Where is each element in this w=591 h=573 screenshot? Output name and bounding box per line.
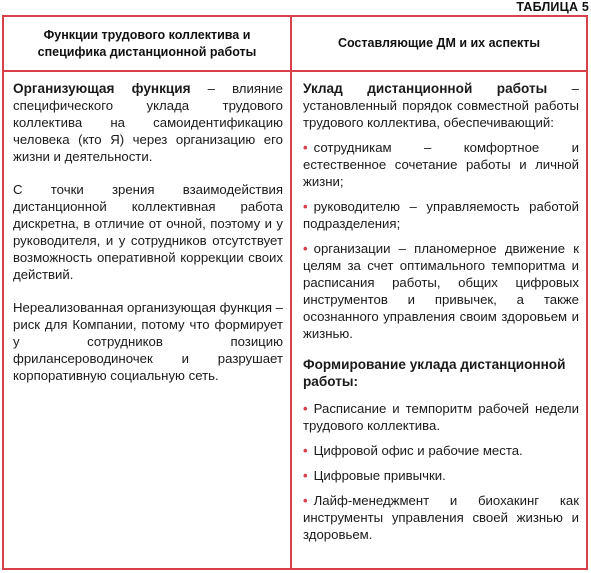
- header-left: [4, 17, 290, 70]
- organizing-function-lead: Организующая функция: [13, 81, 191, 96]
- bullet-icon: •: [303, 199, 308, 214]
- bullet-item: [303, 492, 579, 543]
- bullet-text: сотрудникам – комфортное и естественное сочетание работы и личной жизни;: [303, 140, 579, 189]
- bullet-text: Лайф-менеджмент и биохакинг как инструменты управления своей жизнью и здоровьем.: [303, 493, 579, 542]
- remote-work-order-text: – установленный порядок совместной работы трудового коллектива, обеспечивающий:: [303, 81, 579, 130]
- header-right-text: Составляющие ДМ и их аспекты: [337, 36, 541, 50]
- bullet-item: [303, 198, 579, 232]
- right-intro: [303, 80, 579, 131]
- left-paragraph-3: Нереализованная организующая функция – риск для Компании, потому что формирует у сотрудников позицию фрилансероводиночек и разрушает корпоративную социальную сеть.: [13, 300, 284, 383]
- left-paragraph-2: С точки зрения взаимодействия дистанционной коллективная работа дискретна, в отличие от очной, поэтому и у руководителя, и у сотрудников отсутствует возможность оперативной коррекции своих действий.: [13, 182, 283, 282]
- bullet-item: [303, 442, 579, 459]
- bullet-icon: •: [303, 401, 308, 416]
- comparison-table: [2, 15, 588, 570]
- bullet-item: [303, 240, 579, 342]
- bullet-icon: •: [303, 468, 308, 483]
- bullet-icon: •: [303, 140, 308, 155]
- header-right: [292, 17, 586, 70]
- formation-subheading: Формирование уклада дистанционной работы:: [303, 357, 566, 389]
- bullet-icon: •: [303, 443, 308, 458]
- left-paragraph-1: [13, 80, 283, 165]
- bullet-text: Цифровые привычки.: [313, 468, 446, 483]
- bullet-text: руководителю – управляемость работой подразделения;: [303, 199, 579, 231]
- organizing-function-text: – влияние специфического уклада трудового коллектива на самоидентификацию человека (кто Я) через организацию его жизни и деятельности.: [13, 81, 283, 164]
- bullet-item: [303, 139, 579, 190]
- right-column: [303, 72, 579, 551]
- bullet-icon: •: [303, 493, 308, 508]
- column-divider: [290, 17, 292, 568]
- bullet-text: Расписание и темпоритм рабочей недели трудового коллектива.: [303, 401, 579, 433]
- bullet-icon: •: [303, 241, 308, 256]
- left-column: [13, 72, 283, 400]
- table-number-label: ТАБЛИЦА 5: [516, 0, 589, 14]
- bullet-text: организации – планомерное движение к целям за счет оптимального темпоритма и расписания работы, общих цифровых инструментов и привычек, а также осознанного управления своим здоровьем и жизнью.: [303, 241, 579, 341]
- bullet-item: [303, 400, 579, 434]
- bullet-text: Цифровой офис и рабочие места.: [313, 443, 523, 458]
- remote-work-order-lead: Уклад дистанционной работы: [303, 81, 548, 96]
- header-left-text: Функции трудового коллектива и специфика дистанционной работы: [37, 27, 257, 59]
- bullet-item: [303, 467, 579, 484]
